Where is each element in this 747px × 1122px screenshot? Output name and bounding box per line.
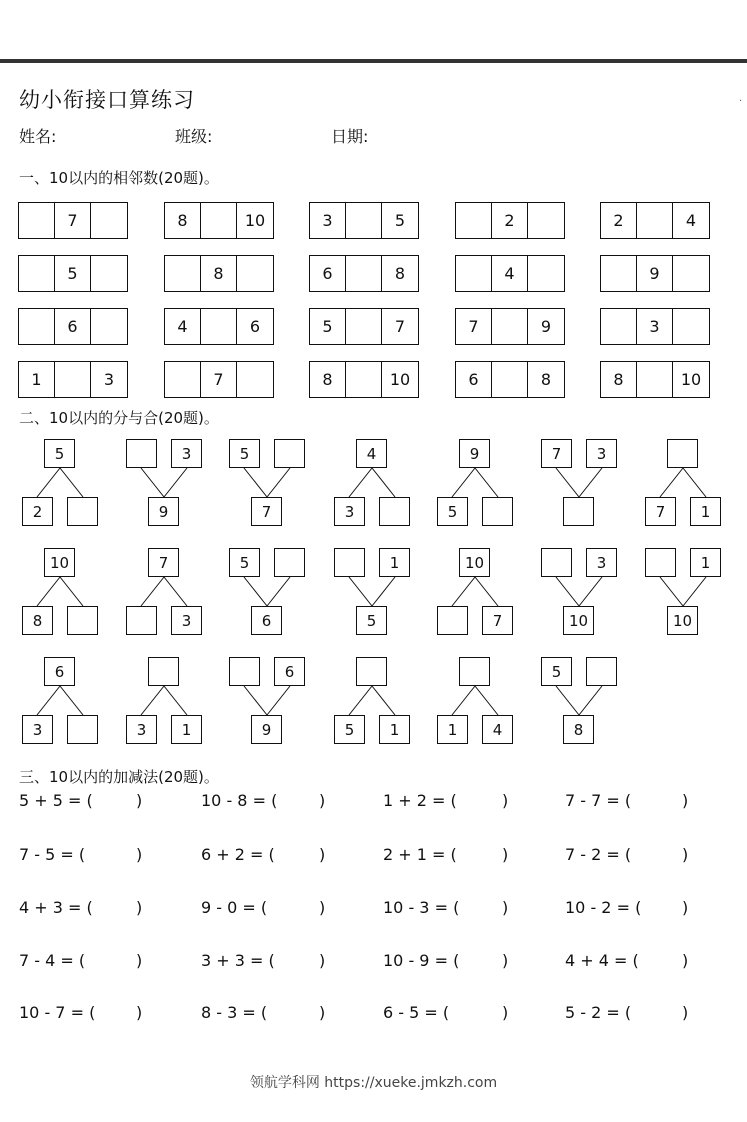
neighbor-cell: 8 xyxy=(601,362,637,397)
neighbor-cell: 10 xyxy=(680,370,702,389)
bond-box: 6 xyxy=(274,657,305,686)
bond-box[interactable] xyxy=(667,439,698,468)
bond-line xyxy=(579,686,602,715)
equation-text: 3 + 3 = ( xyxy=(201,951,275,970)
answer-close-paren: ) xyxy=(682,951,689,970)
neighbor-cell: 6 xyxy=(55,309,91,344)
bond-box: 9 xyxy=(459,439,490,468)
neighbor-cell[interactable] xyxy=(165,362,201,397)
bond-box: 4 xyxy=(482,715,513,744)
neighbor-cell: 10 xyxy=(389,370,411,389)
answer-close-paren: ) xyxy=(136,898,143,917)
bond-box[interactable] xyxy=(274,548,305,577)
bond-split xyxy=(437,548,527,636)
bond-box: 3 xyxy=(334,497,365,526)
neighbor-cell[interactable] xyxy=(456,203,492,238)
answer-close-paren: ) xyxy=(319,898,326,917)
equation-text: 5 + 5 = ( xyxy=(19,791,93,810)
equation-text: 6 - 5 = ( xyxy=(383,1003,450,1022)
neighbor-cell[interactable] xyxy=(237,256,273,291)
bond-box: 7 xyxy=(148,548,179,577)
bond-split xyxy=(22,548,112,636)
answer-close-paren: ) xyxy=(682,898,689,917)
neighbor-triple xyxy=(164,361,274,398)
bond-box: 3 xyxy=(586,548,617,577)
page-title: 幼小衔接口算练习 xyxy=(19,88,195,112)
neighbor-cell[interactable] xyxy=(165,256,201,291)
neighbor-cell: 8 xyxy=(540,370,552,389)
answer-close-paren: ) xyxy=(502,845,509,864)
bond-line xyxy=(164,577,187,606)
bond-box[interactable] xyxy=(437,606,468,635)
section-3-heading: 三、10以内的加减法(20题)。 xyxy=(19,768,219,786)
bond-line xyxy=(452,468,475,497)
section-1-heading: 一、10以内的相邻数(20题)。 xyxy=(19,169,219,187)
bond-line xyxy=(660,577,683,606)
bond-box: 6 xyxy=(44,657,75,686)
bond-box[interactable] xyxy=(67,497,98,526)
equation-text: 10 - 7 = ( xyxy=(19,1003,96,1022)
bond-box: 1 xyxy=(690,497,721,526)
bond-box: 8 xyxy=(563,715,594,744)
bond-box: 7 xyxy=(541,439,572,468)
neighbor-cell[interactable] xyxy=(19,256,55,291)
neighbor-cell: 9 xyxy=(540,317,552,336)
neighbor-cell[interactable] xyxy=(673,309,709,344)
bond-split xyxy=(22,439,112,527)
neighbor-cell: 4 xyxy=(492,256,528,291)
bond-box: 5 xyxy=(229,439,260,468)
bond-box: 7 xyxy=(482,606,513,635)
neighbor-cell: 6 xyxy=(310,256,346,291)
bond-box[interactable] xyxy=(586,657,617,686)
bond-line xyxy=(244,686,267,715)
neighbor-triple xyxy=(309,361,419,398)
neighbor-triple xyxy=(455,308,565,345)
neighbor-cell: 3 xyxy=(637,309,673,344)
bond-line xyxy=(164,468,187,497)
bond-box: 5 xyxy=(44,439,75,468)
top-border xyxy=(0,59,747,63)
bond-box: 5 xyxy=(541,657,572,686)
bond-box: 5 xyxy=(437,497,468,526)
bond-line xyxy=(683,468,706,497)
equation-text: 7 - 2 = ( xyxy=(565,845,632,864)
neighbor-cell[interactable] xyxy=(91,203,127,238)
bond-box: 3 xyxy=(171,606,202,635)
neighbor-cell: 8 xyxy=(165,203,201,238)
bond-line xyxy=(579,468,602,497)
bond-split xyxy=(437,439,527,527)
bond-box: 3 xyxy=(22,715,53,744)
neighbor-triple xyxy=(164,202,274,239)
bond-box: 3 xyxy=(171,439,202,468)
bond-combine xyxy=(541,548,631,636)
neighbor-cell[interactable] xyxy=(673,256,709,291)
bond-box: 7 xyxy=(645,497,676,526)
footer-watermark: 领航学科网 https://xueke.jmkzh.com xyxy=(249,1075,498,1091)
bond-combine xyxy=(541,657,631,745)
neighbor-cell: 10 xyxy=(244,211,266,230)
neighbor-triple xyxy=(18,202,128,239)
bond-line xyxy=(556,468,579,497)
neighbor-cell[interactable] xyxy=(528,256,564,291)
equation-text: 4 + 4 = ( xyxy=(565,951,639,970)
equation-text: 9 - 0 = ( xyxy=(201,898,268,917)
neighbor-cell: 7 xyxy=(456,309,492,344)
bond-line xyxy=(475,468,498,497)
neighbor-cell[interactable] xyxy=(346,309,382,344)
bond-line xyxy=(349,686,372,715)
bond-line xyxy=(556,686,579,715)
bond-box: 8 xyxy=(22,606,53,635)
bond-combine xyxy=(126,439,216,527)
answer-close-paren: ) xyxy=(319,845,326,864)
bond-box: 4 xyxy=(356,439,387,468)
bond-box[interactable] xyxy=(67,715,98,744)
bond-split xyxy=(645,439,735,527)
equation-text: 10 - 8 = ( xyxy=(201,791,278,810)
neighbor-cell[interactable] xyxy=(237,362,273,397)
equation-text: 5 - 2 = ( xyxy=(565,1003,632,1022)
date-label: 日期: xyxy=(331,127,369,146)
neighbor-triple xyxy=(164,255,274,292)
neighbor-triple xyxy=(309,202,419,239)
neighbor-cell[interactable] xyxy=(19,309,55,344)
bond-box[interactable] xyxy=(126,439,157,468)
bond-split xyxy=(126,548,216,636)
bond-box[interactable] xyxy=(563,497,594,526)
bond-line xyxy=(556,577,579,606)
equation-text: 2 + 1 = ( xyxy=(383,845,457,864)
answer-close-paren: ) xyxy=(319,791,326,810)
class-label: 班级: xyxy=(175,127,213,146)
neighbor-cell[interactable] xyxy=(528,203,564,238)
bond-combine xyxy=(541,439,631,527)
bond-box[interactable] xyxy=(482,497,513,526)
bond-line xyxy=(475,577,498,606)
neighbor-cell[interactable] xyxy=(19,203,55,238)
bond-box[interactable] xyxy=(148,657,179,686)
bond-line xyxy=(579,577,602,606)
neighbor-cell[interactable] xyxy=(637,362,673,397)
bond-line xyxy=(60,686,83,715)
neighbor-cell: 2 xyxy=(601,203,637,238)
equation-text: 7 - 4 = ( xyxy=(19,951,86,970)
neighbor-cell[interactable] xyxy=(346,203,382,238)
equation-text: 7 - 5 = ( xyxy=(19,845,86,864)
bond-combine xyxy=(229,548,319,636)
bond-combine xyxy=(334,548,424,636)
bond-line xyxy=(141,468,164,497)
bond-box: 1 xyxy=(171,715,202,744)
neighbor-triple xyxy=(600,202,710,239)
neighbor-cell[interactable] xyxy=(456,256,492,291)
neighbor-cell[interactable] xyxy=(91,309,127,344)
bond-box: 10 xyxy=(459,548,490,577)
bond-split xyxy=(334,657,424,745)
bond-line xyxy=(349,468,372,497)
bond-box[interactable] xyxy=(229,657,260,686)
neighbor-cell[interactable] xyxy=(55,362,91,397)
bond-box: 10 xyxy=(563,606,594,635)
bond-combine xyxy=(229,439,319,527)
neighbor-cell: 4 xyxy=(685,211,697,230)
bond-line xyxy=(267,577,290,606)
bond-box[interactable] xyxy=(274,439,305,468)
neighbor-triple xyxy=(309,255,419,292)
neighbor-cell: 4 xyxy=(165,309,201,344)
neighbor-cell: 2 xyxy=(492,203,528,238)
neighbor-cell: 7 xyxy=(201,362,237,397)
neighbor-cell: 7 xyxy=(394,317,406,336)
neighbor-cell: 6 xyxy=(456,362,492,397)
neighbor-triple xyxy=(600,308,710,345)
bond-box: 1 xyxy=(379,715,410,744)
neighbor-cell: 8 xyxy=(310,362,346,397)
bond-line xyxy=(349,577,372,606)
bond-box[interactable] xyxy=(126,606,157,635)
bond-split xyxy=(334,439,424,527)
bond-box: 5 xyxy=(356,606,387,635)
neighbor-cell: 5 xyxy=(55,256,91,291)
bond-line xyxy=(244,577,267,606)
neighbor-triple xyxy=(455,361,565,398)
bond-box: 3 xyxy=(586,439,617,468)
bond-line xyxy=(660,468,683,497)
neighbor-cell[interactable] xyxy=(346,362,382,397)
neighbor-cell: 7 xyxy=(55,203,91,238)
bond-box[interactable] xyxy=(67,606,98,635)
answer-close-paren: ) xyxy=(682,791,689,810)
neighbor-cell: 5 xyxy=(310,309,346,344)
bond-line xyxy=(372,468,395,497)
equation-text: 10 - 9 = ( xyxy=(383,951,460,970)
answer-close-paren: ) xyxy=(502,1003,509,1022)
bond-line xyxy=(267,686,290,715)
bond-line xyxy=(372,686,395,715)
bond-split xyxy=(22,657,112,745)
neighbor-triple xyxy=(455,255,565,292)
neighbor-triple xyxy=(18,308,128,345)
neighbor-cell: 3 xyxy=(103,370,115,389)
neighbor-cell[interactable] xyxy=(346,256,382,291)
bond-line xyxy=(683,577,706,606)
neighbor-triple xyxy=(18,361,128,398)
bond-line xyxy=(37,468,60,497)
equation-text: 8 - 3 = ( xyxy=(201,1003,268,1022)
bond-line xyxy=(267,468,290,497)
bond-box: 5 xyxy=(334,715,365,744)
equation-text: 6 + 2 = ( xyxy=(201,845,275,864)
neighbor-cell[interactable] xyxy=(492,362,528,397)
bond-line xyxy=(244,468,267,497)
neighbor-cell[interactable] xyxy=(601,309,637,344)
neighbor-cell: 8 xyxy=(394,264,406,283)
answer-close-paren: ) xyxy=(136,1003,143,1022)
bond-line xyxy=(164,686,187,715)
equation-text: 4 + 3 = ( xyxy=(19,898,93,917)
answer-close-paren: ) xyxy=(502,791,509,810)
neighbor-cell: 6 xyxy=(249,317,261,336)
neighbor-triple xyxy=(455,202,565,239)
neighbor-cell: 3 xyxy=(310,203,346,238)
bond-split xyxy=(437,657,527,745)
bond-box[interactable] xyxy=(541,548,572,577)
neighbor-triple xyxy=(600,255,710,292)
neighbor-cell[interactable] xyxy=(492,309,528,344)
bond-line xyxy=(475,686,498,715)
equation-text: 7 - 7 = ( xyxy=(565,791,632,810)
bond-line xyxy=(372,577,395,606)
bond-line xyxy=(141,686,164,715)
bond-line xyxy=(452,577,475,606)
neighbor-triple xyxy=(18,255,128,292)
neighbor-cell: 9 xyxy=(637,256,673,291)
bond-box: 9 xyxy=(251,715,282,744)
answer-close-paren: ) xyxy=(136,951,143,970)
bond-combine xyxy=(229,657,319,745)
bond-box[interactable] xyxy=(356,657,387,686)
answer-close-paren: ) xyxy=(319,951,326,970)
bond-box: 3 xyxy=(126,715,157,744)
bond-line xyxy=(141,577,164,606)
answer-close-paren: ) xyxy=(136,845,143,864)
bond-box: 1 xyxy=(379,548,410,577)
bond-box: 1 xyxy=(690,548,721,577)
bond-line xyxy=(452,686,475,715)
bond-box[interactable] xyxy=(645,548,676,577)
answer-close-paren: ) xyxy=(682,1003,689,1022)
answer-close-paren: ) xyxy=(502,951,509,970)
bond-line xyxy=(37,577,60,606)
bond-line xyxy=(60,468,83,497)
bond-line xyxy=(60,577,83,606)
bond-box: 10 xyxy=(667,606,698,635)
bond-box: 1 xyxy=(437,715,468,744)
bond-box[interactable] xyxy=(459,657,490,686)
scan-mark: · xyxy=(739,96,743,107)
bond-box: 2 xyxy=(22,497,53,526)
bond-box: 7 xyxy=(251,497,282,526)
neighbor-triple xyxy=(309,308,419,345)
bond-split xyxy=(126,657,216,745)
neighbor-cell[interactable] xyxy=(601,256,637,291)
bond-line xyxy=(37,686,60,715)
bond-box[interactable] xyxy=(334,548,365,577)
equation-text: 1 + 2 = ( xyxy=(383,791,457,810)
neighbor-triple xyxy=(600,361,710,398)
bond-box: 6 xyxy=(251,606,282,635)
equation-text: 10 - 3 = ( xyxy=(383,898,460,917)
neighbor-cell[interactable] xyxy=(201,203,237,238)
neighbor-triple xyxy=(164,308,274,345)
section-2-heading: 二、10以内的分与合(20题)。 xyxy=(19,409,219,427)
answer-close-paren: ) xyxy=(502,898,509,917)
answer-close-paren: ) xyxy=(682,845,689,864)
bond-box: 10 xyxy=(44,548,75,577)
neighbor-cell[interactable] xyxy=(637,203,673,238)
bond-box: 5 xyxy=(229,548,260,577)
answer-close-paren: ) xyxy=(319,1003,326,1022)
neighbor-cell: 8 xyxy=(201,256,237,291)
answer-close-paren: ) xyxy=(136,791,143,810)
bond-box: 9 xyxy=(148,497,179,526)
bond-box[interactable] xyxy=(379,497,410,526)
neighbor-cell: 5 xyxy=(394,211,406,230)
neighbor-cell: 1 xyxy=(19,362,55,397)
bond-combine xyxy=(645,548,735,636)
name-label: 姓名: xyxy=(19,127,57,146)
neighbor-cell[interactable] xyxy=(91,256,127,291)
neighbor-cell[interactable] xyxy=(201,309,237,344)
equation-text: 10 - 2 = ( xyxy=(565,898,642,917)
